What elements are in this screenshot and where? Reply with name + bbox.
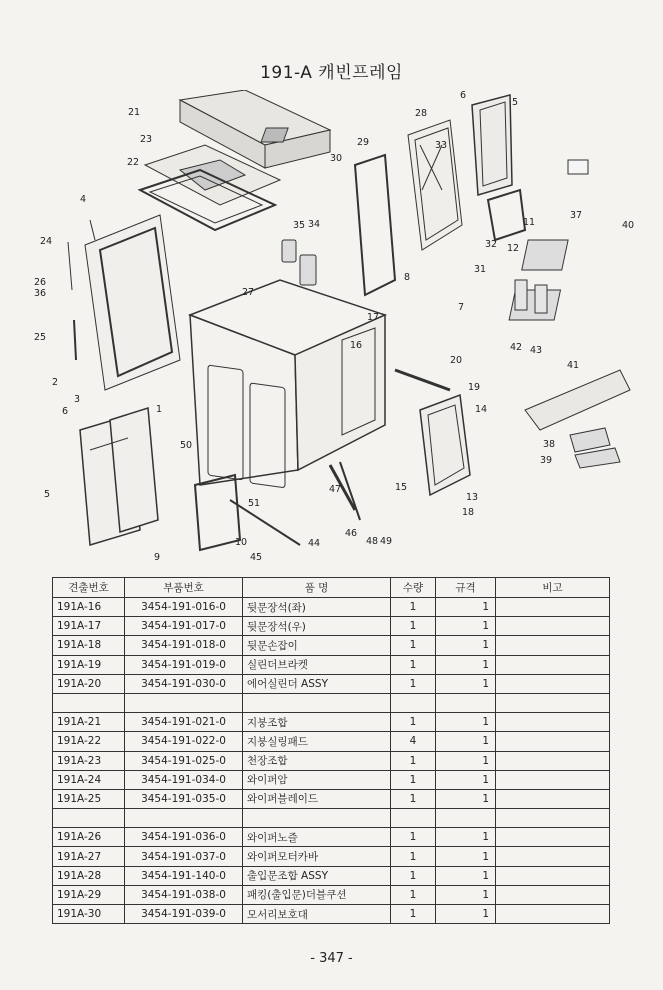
svg-text:41: 41	[567, 360, 580, 371]
svg-text:46: 46	[345, 528, 358, 539]
svg-text:16: 16	[350, 340, 363, 351]
part-no: 3454-191-025-0	[125, 751, 243, 770]
part-name: 지붕조합	[243, 713, 391, 732]
remarks	[496, 636, 610, 655]
spec: 1	[436, 636, 496, 655]
svg-text:26: 26	[34, 277, 47, 288]
svg-text:48: 48	[366, 536, 379, 547]
quantity: 1	[391, 674, 436, 693]
part-no: 3454-191-021-0	[125, 713, 243, 732]
spec: 1	[436, 789, 496, 808]
ref-no: 191A-16	[53, 598, 125, 617]
ref-no: 191A-29	[53, 885, 125, 904]
remarks	[496, 713, 610, 732]
quantity: 1	[391, 636, 436, 655]
svg-text:43: 43	[530, 345, 543, 356]
svg-text:34: 34	[308, 219, 321, 230]
header-spec: 규격	[436, 578, 496, 598]
spec: 1	[436, 866, 496, 885]
header-ref-no: 견출번호	[53, 578, 125, 598]
svg-text:4: 4	[80, 194, 87, 205]
part-no: 3454-191-017-0	[125, 617, 243, 636]
spec: 1	[436, 847, 496, 866]
table-row	[53, 885, 610, 904]
table-row	[53, 770, 610, 789]
ref-no: 191A-22	[53, 732, 125, 751]
quantity: 1	[391, 847, 436, 866]
svg-text:20: 20	[450, 355, 463, 366]
part-name: 패킹(출입문)더블쿠션	[243, 885, 391, 904]
remarks	[496, 617, 610, 636]
svg-text:9: 9	[154, 552, 161, 563]
svg-text:25: 25	[34, 332, 47, 343]
svg-text:21: 21	[128, 107, 141, 118]
table-row	[53, 789, 610, 808]
header-remarks: 비고	[496, 578, 610, 598]
svg-text:5: 5	[44, 489, 51, 500]
svg-text:42: 42	[510, 342, 523, 353]
part-name: 와이퍼모터카바	[243, 847, 391, 866]
svg-text:50: 50	[180, 440, 193, 451]
quantity: 1	[391, 617, 436, 636]
spec: 1	[436, 655, 496, 674]
part-no: 3454-191-140-0	[125, 866, 243, 885]
svg-text:13: 13	[466, 492, 479, 503]
svg-text:19: 19	[468, 382, 481, 393]
ref-no: 191A-17	[53, 617, 125, 636]
remarks	[496, 598, 610, 617]
svg-text:40: 40	[622, 220, 635, 231]
part-no: 3454-191-035-0	[125, 789, 243, 808]
quantity: 1	[391, 866, 436, 885]
part-name: 뒷문장석(우)	[243, 617, 391, 636]
part-name: 모서리보호대	[243, 905, 391, 924]
spec: 1	[436, 674, 496, 693]
ref-no: 191A-18	[53, 636, 125, 655]
remarks	[496, 751, 610, 770]
svg-text:1: 1	[156, 404, 163, 415]
svg-text:44: 44	[308, 538, 321, 549]
svg-text:7: 7	[458, 302, 465, 313]
table-row	[53, 847, 610, 866]
quantity: 1	[391, 828, 436, 847]
part-name: 와이퍼암	[243, 770, 391, 789]
table-row	[53, 905, 610, 924]
svg-text:30: 30	[330, 153, 343, 164]
floor-plate	[525, 370, 630, 468]
svg-text:49: 49	[380, 536, 393, 547]
ref-no: 191A-20	[53, 674, 125, 693]
table-row	[53, 598, 610, 617]
table-row	[53, 751, 610, 770]
spec: 1	[436, 751, 496, 770]
rear-window	[420, 395, 470, 495]
svg-text:10: 10	[235, 537, 248, 548]
table-row-empty	[53, 693, 610, 712]
remarks	[496, 674, 610, 693]
table-row	[53, 732, 610, 751]
svg-text:6: 6	[62, 406, 69, 417]
part-name: 와이퍼노즐	[243, 828, 391, 847]
table-row	[53, 866, 610, 885]
part-no: 3454-191-039-0	[125, 905, 243, 924]
part-name: 에어실린더 ASSY	[243, 674, 391, 693]
svg-text:47: 47	[329, 484, 342, 495]
svg-text:32: 32	[485, 239, 498, 250]
table-row-empty	[53, 809, 610, 828]
spec: 1	[436, 828, 496, 847]
remarks	[496, 905, 610, 924]
part-no: 3454-191-018-0	[125, 636, 243, 655]
remarks	[496, 789, 610, 808]
svg-text:51: 51	[248, 498, 261, 509]
part-name: 와이퍼블레이드	[243, 789, 391, 808]
svg-text:15: 15	[395, 482, 408, 493]
part-no: 3454-191-034-0	[125, 770, 243, 789]
quantity: 1	[391, 655, 436, 674]
table-row	[53, 636, 610, 655]
svg-text:3: 3	[74, 394, 81, 405]
spec: 1	[436, 770, 496, 789]
part-name: 실린더브라켓	[243, 655, 391, 674]
remarks	[496, 655, 610, 674]
ref-no: 191A-25	[53, 789, 125, 808]
page-title: 191-A 캐빈프레임	[260, 63, 403, 83]
svg-text:45: 45	[250, 552, 263, 563]
ref-no: 191A-26	[53, 828, 125, 847]
ref-no: 191A-23	[53, 751, 125, 770]
spec: 1	[436, 598, 496, 617]
svg-text:14: 14	[475, 404, 488, 415]
svg-text:38: 38	[543, 439, 556, 450]
part-name: 뒷문손잡이	[243, 636, 391, 655]
part-no: 3454-191-019-0	[125, 655, 243, 674]
quantity: 1	[391, 751, 436, 770]
left-side-panel	[85, 215, 180, 390]
table-header-row	[53, 578, 610, 598]
side-glass	[488, 190, 525, 240]
svg-text:8: 8	[404, 272, 411, 283]
table-row	[53, 617, 610, 636]
remarks	[496, 885, 610, 904]
part-name: 뒷문장석(좌)	[243, 598, 391, 617]
svg-text:35: 35	[293, 220, 306, 231]
door-packing	[355, 155, 395, 295]
spec: 1	[436, 732, 496, 751]
quantity: 1	[391, 885, 436, 904]
cabin-frame	[190, 280, 385, 488]
cover-panels	[509, 160, 588, 320]
svg-text:29: 29	[357, 137, 370, 148]
lower-window	[195, 475, 240, 550]
spec: 1	[436, 617, 496, 636]
header-part-no: 부품번호	[125, 578, 243, 598]
svg-text:5: 5	[512, 97, 519, 108]
page-number: - 347 -	[310, 951, 353, 966]
table-row	[53, 655, 610, 674]
remarks	[496, 770, 610, 789]
svg-text:18: 18	[462, 507, 475, 518]
parts-table	[52, 577, 610, 924]
ref-no: 191A-28	[53, 866, 125, 885]
svg-text:23: 23	[140, 134, 153, 145]
svg-text:36: 36	[34, 288, 47, 299]
quantity: 1	[391, 905, 436, 924]
remarks	[496, 732, 610, 751]
svg-text:33: 33	[435, 140, 448, 151]
remarks	[496, 847, 610, 866]
spec: 1	[436, 713, 496, 732]
svg-text:39: 39	[540, 455, 553, 466]
part-name: 지붕실링패드	[243, 732, 391, 751]
svg-text:24: 24	[40, 236, 53, 247]
svg-text:31: 31	[474, 264, 487, 275]
remarks	[496, 866, 610, 885]
svg-text:37: 37	[570, 210, 583, 221]
small-window	[472, 95, 512, 195]
quantity: 1	[391, 713, 436, 732]
front-door	[80, 408, 158, 545]
spec: 1	[436, 905, 496, 924]
header-quantity: 수량	[391, 578, 436, 598]
part-no: 3454-191-038-0	[125, 885, 243, 904]
part-no: 3454-191-022-0	[125, 732, 243, 751]
quantity: 1	[391, 598, 436, 617]
remarks	[496, 828, 610, 847]
ref-no: 191A-27	[53, 847, 125, 866]
spec: 1	[436, 885, 496, 904]
ref-no: 191A-30	[53, 905, 125, 924]
ref-no: 191A-21	[53, 713, 125, 732]
quantity: 1	[391, 789, 436, 808]
part-no: 3454-191-037-0	[125, 847, 243, 866]
table-row	[53, 713, 610, 732]
part-name: 출입문조합 ASSY	[243, 866, 391, 885]
svg-text:11: 11	[523, 217, 536, 228]
svg-text:12: 12	[507, 243, 520, 254]
svg-text:17: 17	[367, 312, 380, 323]
table-row	[53, 674, 610, 693]
part-no: 3454-191-036-0	[125, 828, 243, 847]
svg-text:28: 28	[415, 108, 428, 119]
svg-text:2: 2	[52, 377, 59, 388]
svg-text:27: 27	[242, 287, 255, 298]
quantity: 4	[391, 732, 436, 751]
quantity: 1	[391, 770, 436, 789]
part-no: 3454-191-016-0	[125, 598, 243, 617]
ref-no: 191A-19	[53, 655, 125, 674]
header-part-name: 품 명	[243, 578, 391, 598]
part-no: 3454-191-030-0	[125, 674, 243, 693]
exploded-parts-diagram	[30, 90, 640, 565]
ref-no: 191A-24	[53, 770, 125, 789]
svg-text:6: 6	[460, 90, 467, 101]
part-name: 천장조합	[243, 751, 391, 770]
table-row	[53, 828, 610, 847]
svg-text:22: 22	[127, 157, 140, 168]
